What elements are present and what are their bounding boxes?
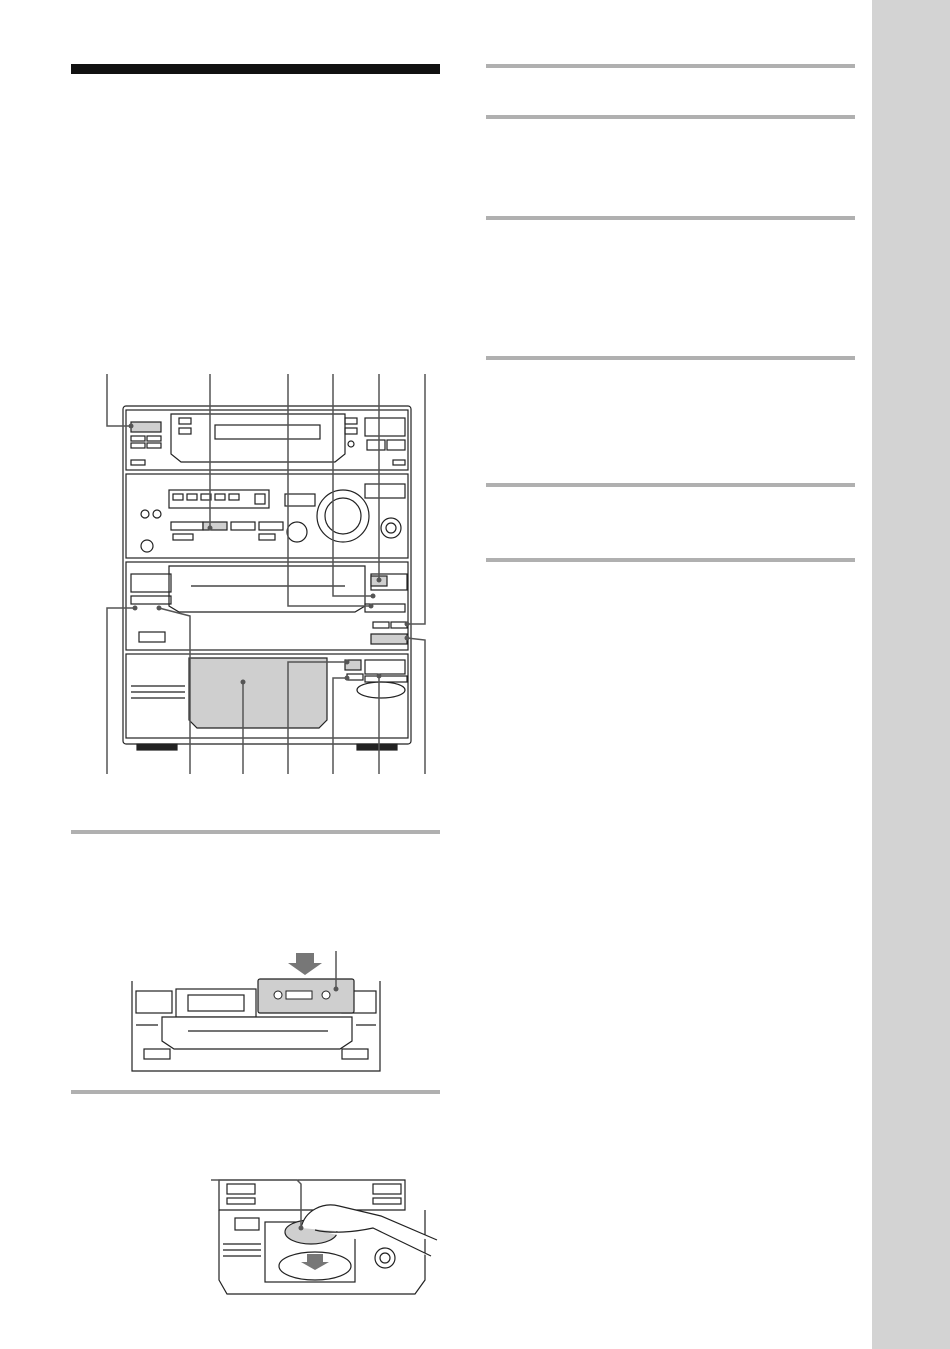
step-rule	[486, 115, 855, 119]
cassette-insert-illustration	[128, 945, 388, 1075]
step-rule	[486, 483, 855, 487]
section-rule	[71, 830, 440, 834]
section-rule	[71, 1090, 440, 1094]
stereo-system-illustration	[95, 370, 440, 780]
step-rule	[486, 64, 855, 68]
step-rule	[486, 356, 855, 360]
step-rule	[486, 558, 855, 562]
chapter-heading-rule	[71, 64, 440, 74]
cd-insert-illustration	[205, 1170, 445, 1320]
step-rule	[486, 216, 855, 220]
sidebar-tab	[872, 0, 950, 1349]
